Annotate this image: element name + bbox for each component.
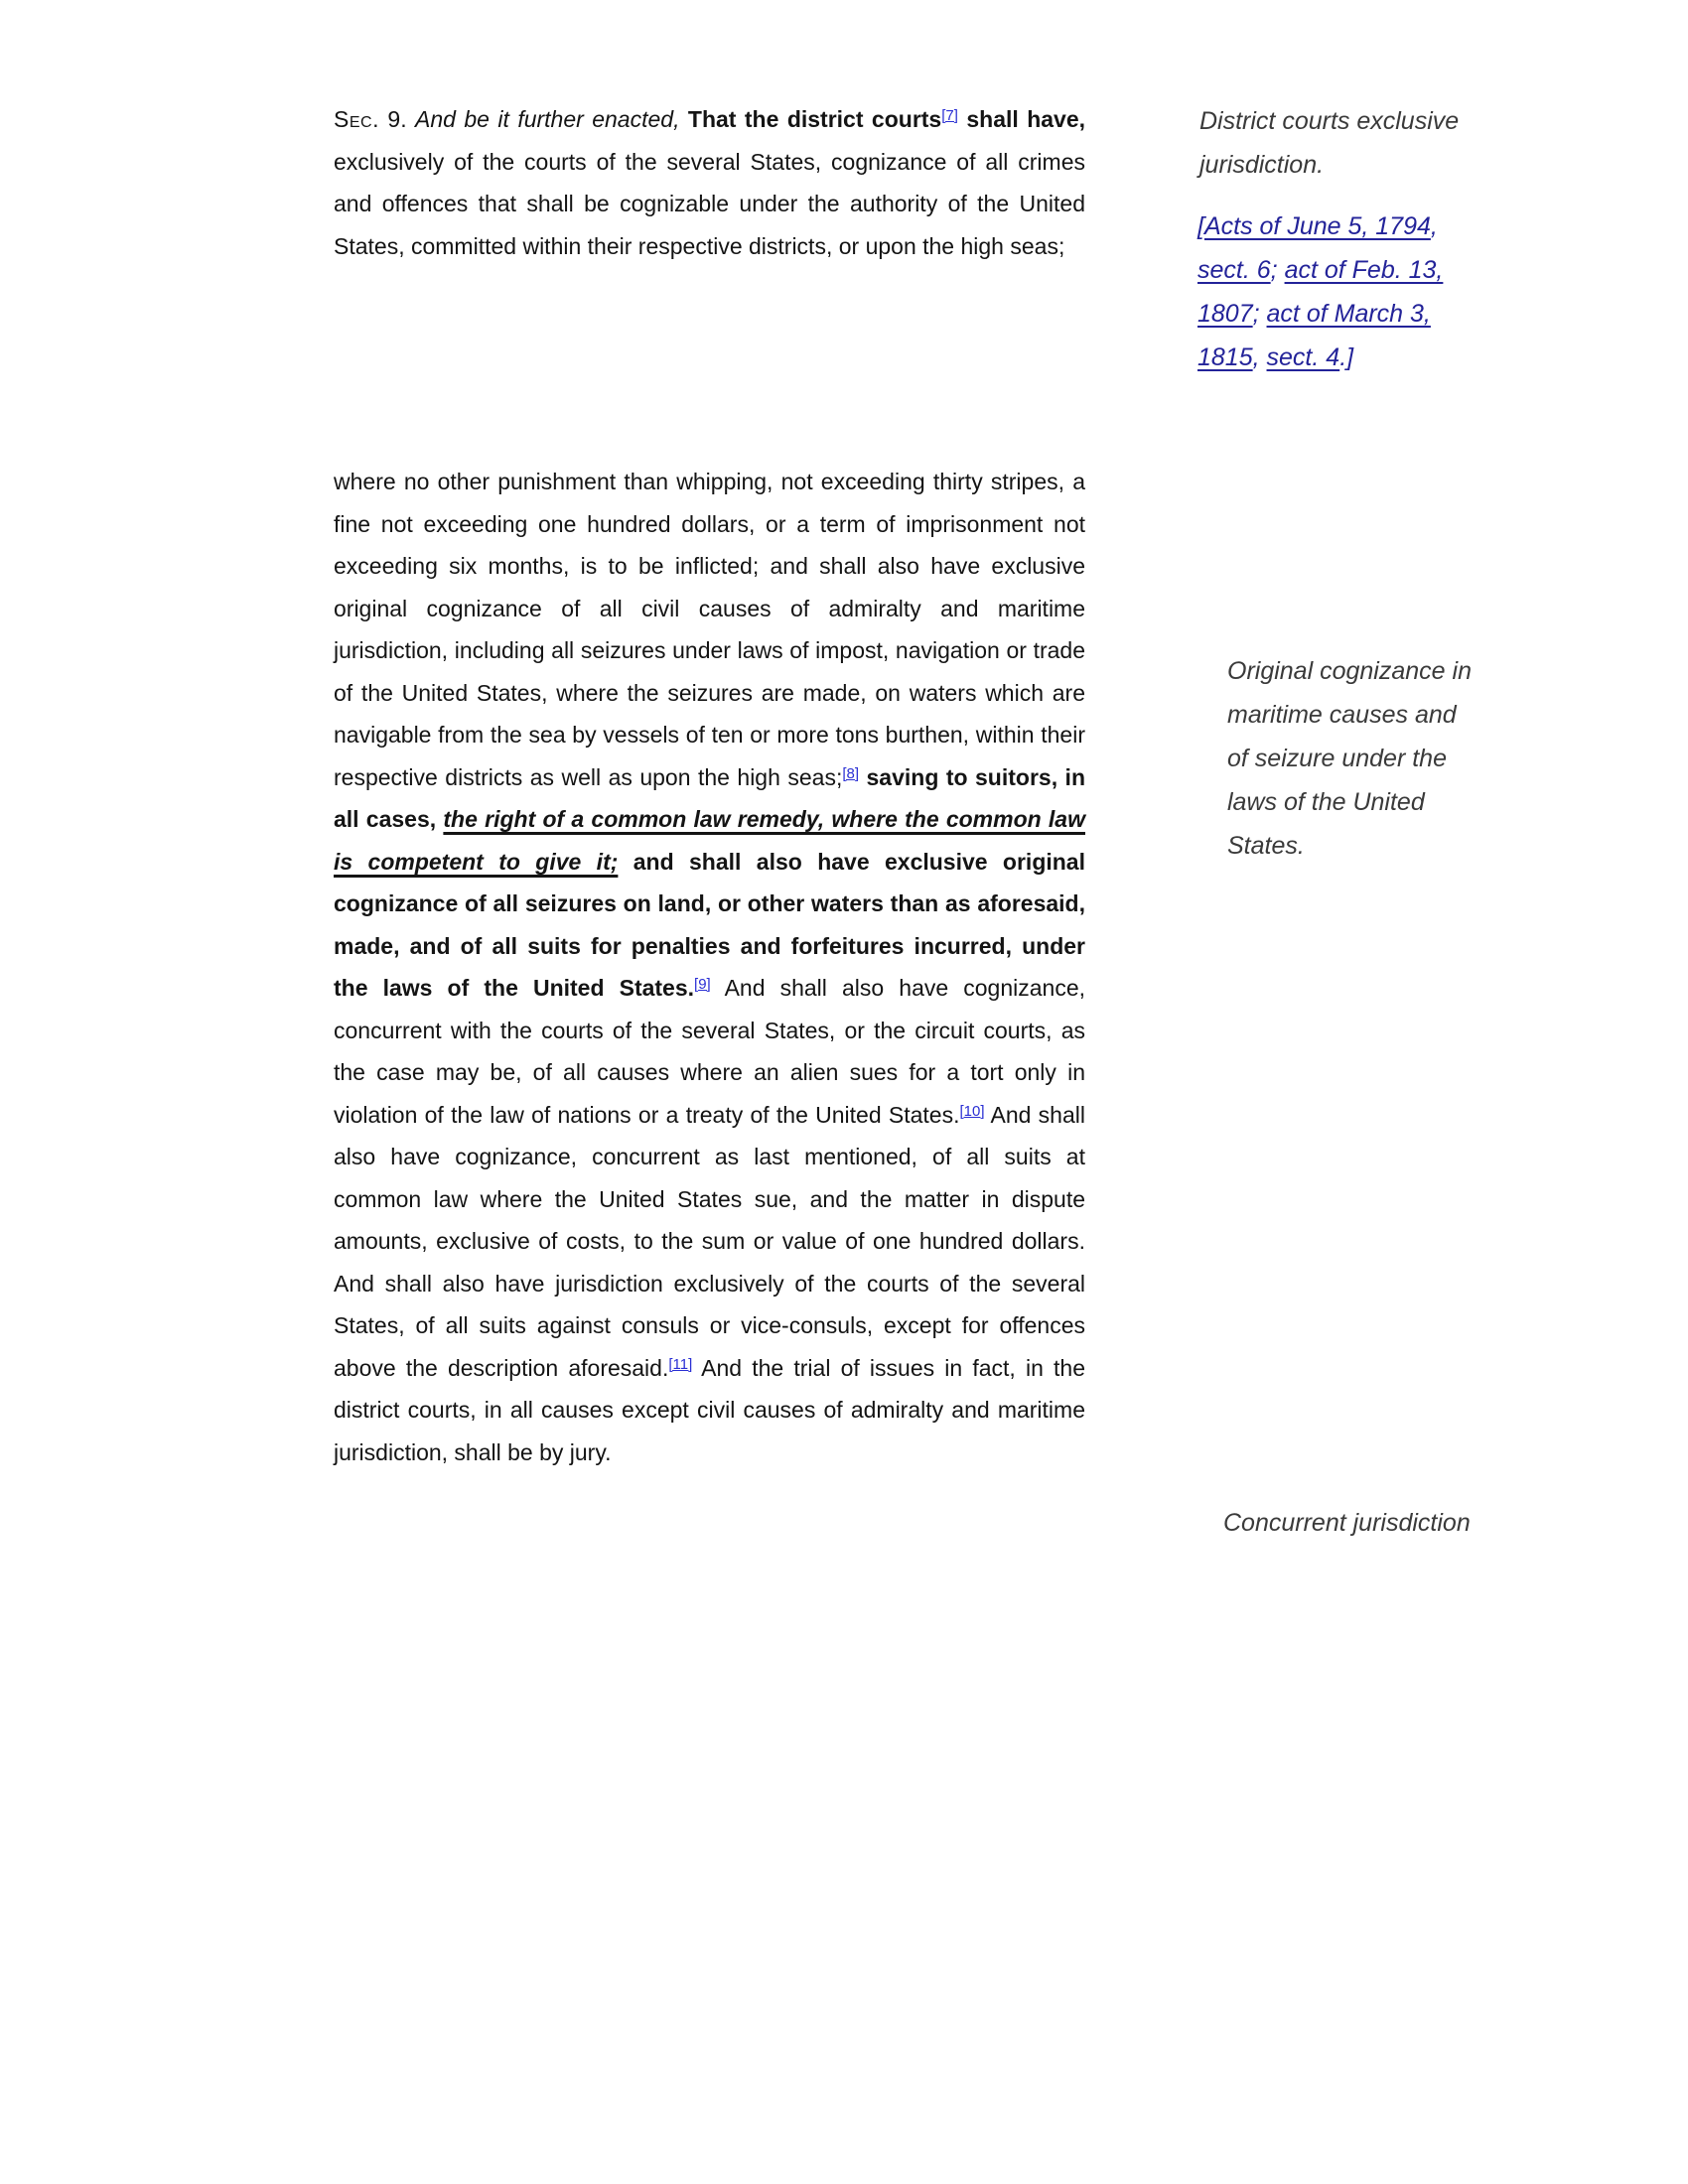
paragraph-sec9-body <box>334 461 1085 1473</box>
text-run <box>679 106 687 132</box>
footnote-9-link[interactable]: [9] <box>694 976 711 993</box>
text-run: ; <box>1252 300 1267 328</box>
footnote-10-link[interactable]: [10] <box>959 1102 985 1120</box>
text-run: And shall also have cognizance, concurrent with the courts of the several States, or the circuit courts, as the case may be, of all causes where an alien sues for a tort only in violation of the law of nations or a treaty of the United States. <box>334 975 1085 1128</box>
text-run: .] <box>1339 343 1354 371</box>
link-act-feb-13-1807[interactable]: act of Feb. 13, 1807 <box>1197 256 1444 328</box>
link-sect-4[interactable]: sect. 4 <box>1266 343 1340 371</box>
text-run: shall have, <box>957 106 1086 132</box>
text-run: saving to suitors, in all cases, <box>334 763 1085 832</box>
text-run: That the district courts <box>687 106 942 132</box>
text-run: and shall also have exclusive original cognizance of all seizures on land, or other waters than as aforesaid, made, and of all suits for penalties and forfeitures incurred, under the laws of the United States. <box>334 848 1085 1001</box>
text-run: And the trial of issues in fact, in the district courts, in all causes except civil causes of admiralty and maritime jurisdiction, shall be by jury. <box>334 1354 1086 1465</box>
link-sect-6[interactable]: sect. 6 <box>1197 256 1271 284</box>
text-run: [ <box>1197 212 1204 240</box>
footnote-11-link[interactable]: [11] <box>668 1355 693 1373</box>
margin-note-original-cognizance: Original cognizance in maritime causes and of seizure under the laws of the United States. <box>1227 657 1472 860</box>
text-run: where no other punishment than whipping, not exceeding thirty stripes, a fine not exceeding one hundred dollars, or a term of imprisonment not exceeding six months, is to be inflicted; and shall also have exclusive original cognizance of all civil causes of admiralty and maritime jurisdiction, including all seizures under laws of impost, navigation or trade of the United States, where the seizures are made, on waters which are navigable from the sea by vessels of ten or more tons burthen, within their respective districts as well as upon the high seas; <box>334 469 1085 790</box>
link-acts-june-5-1794[interactable]: Acts of June 5, 1794 <box>1203 212 1431 240</box>
text-run: And shall also have cognizance, concurrent as last mentioned, of all suits at common law where the United States sue, and the matter in dispute amounts, exclusive of costs, to the sum or value of one hundred dollars. And shall also have jurisdiction exclusively of the courts of the several States, of all suits against consuls or vice-consuls, except for offences above the description aforesaid. <box>334 1101 1085 1381</box>
footnote-8-link[interactable]: [8] <box>842 764 860 782</box>
text-run: ; <box>1270 256 1285 284</box>
link-act-march-3-1815[interactable]: act of March 3, 1815 <box>1197 300 1431 371</box>
text-run: 9. <box>378 106 416 132</box>
margin-note-concurrent-jurisdiction: Concurrent jurisdiction <box>1223 1509 1471 1537</box>
text-run: , <box>1430 212 1438 240</box>
paragraph-sec9-intro <box>334 98 1085 267</box>
margin-note-district-courts-exclusive-jurisdiction: District courts exclusive jurisdiction. <box>1199 107 1460 179</box>
footnote-7-link[interactable]: [7] <box>941 107 958 124</box>
text-run: the right of a common law remedy, where the common law is competent to give it; <box>334 806 1085 875</box>
text-run: Sec. <box>334 106 379 132</box>
text-run: exclusively of the courts of the several States, cognizance of all crimes and offences that shall be cognizable under the authority of the United States, committed within their respective districts, or upon the high seas; <box>334 148 1085 259</box>
text-run: , <box>1252 343 1267 371</box>
text-run: And be it further enacted, <box>415 106 680 132</box>
margin-note-acts-citation <box>1197 205 1483 379</box>
